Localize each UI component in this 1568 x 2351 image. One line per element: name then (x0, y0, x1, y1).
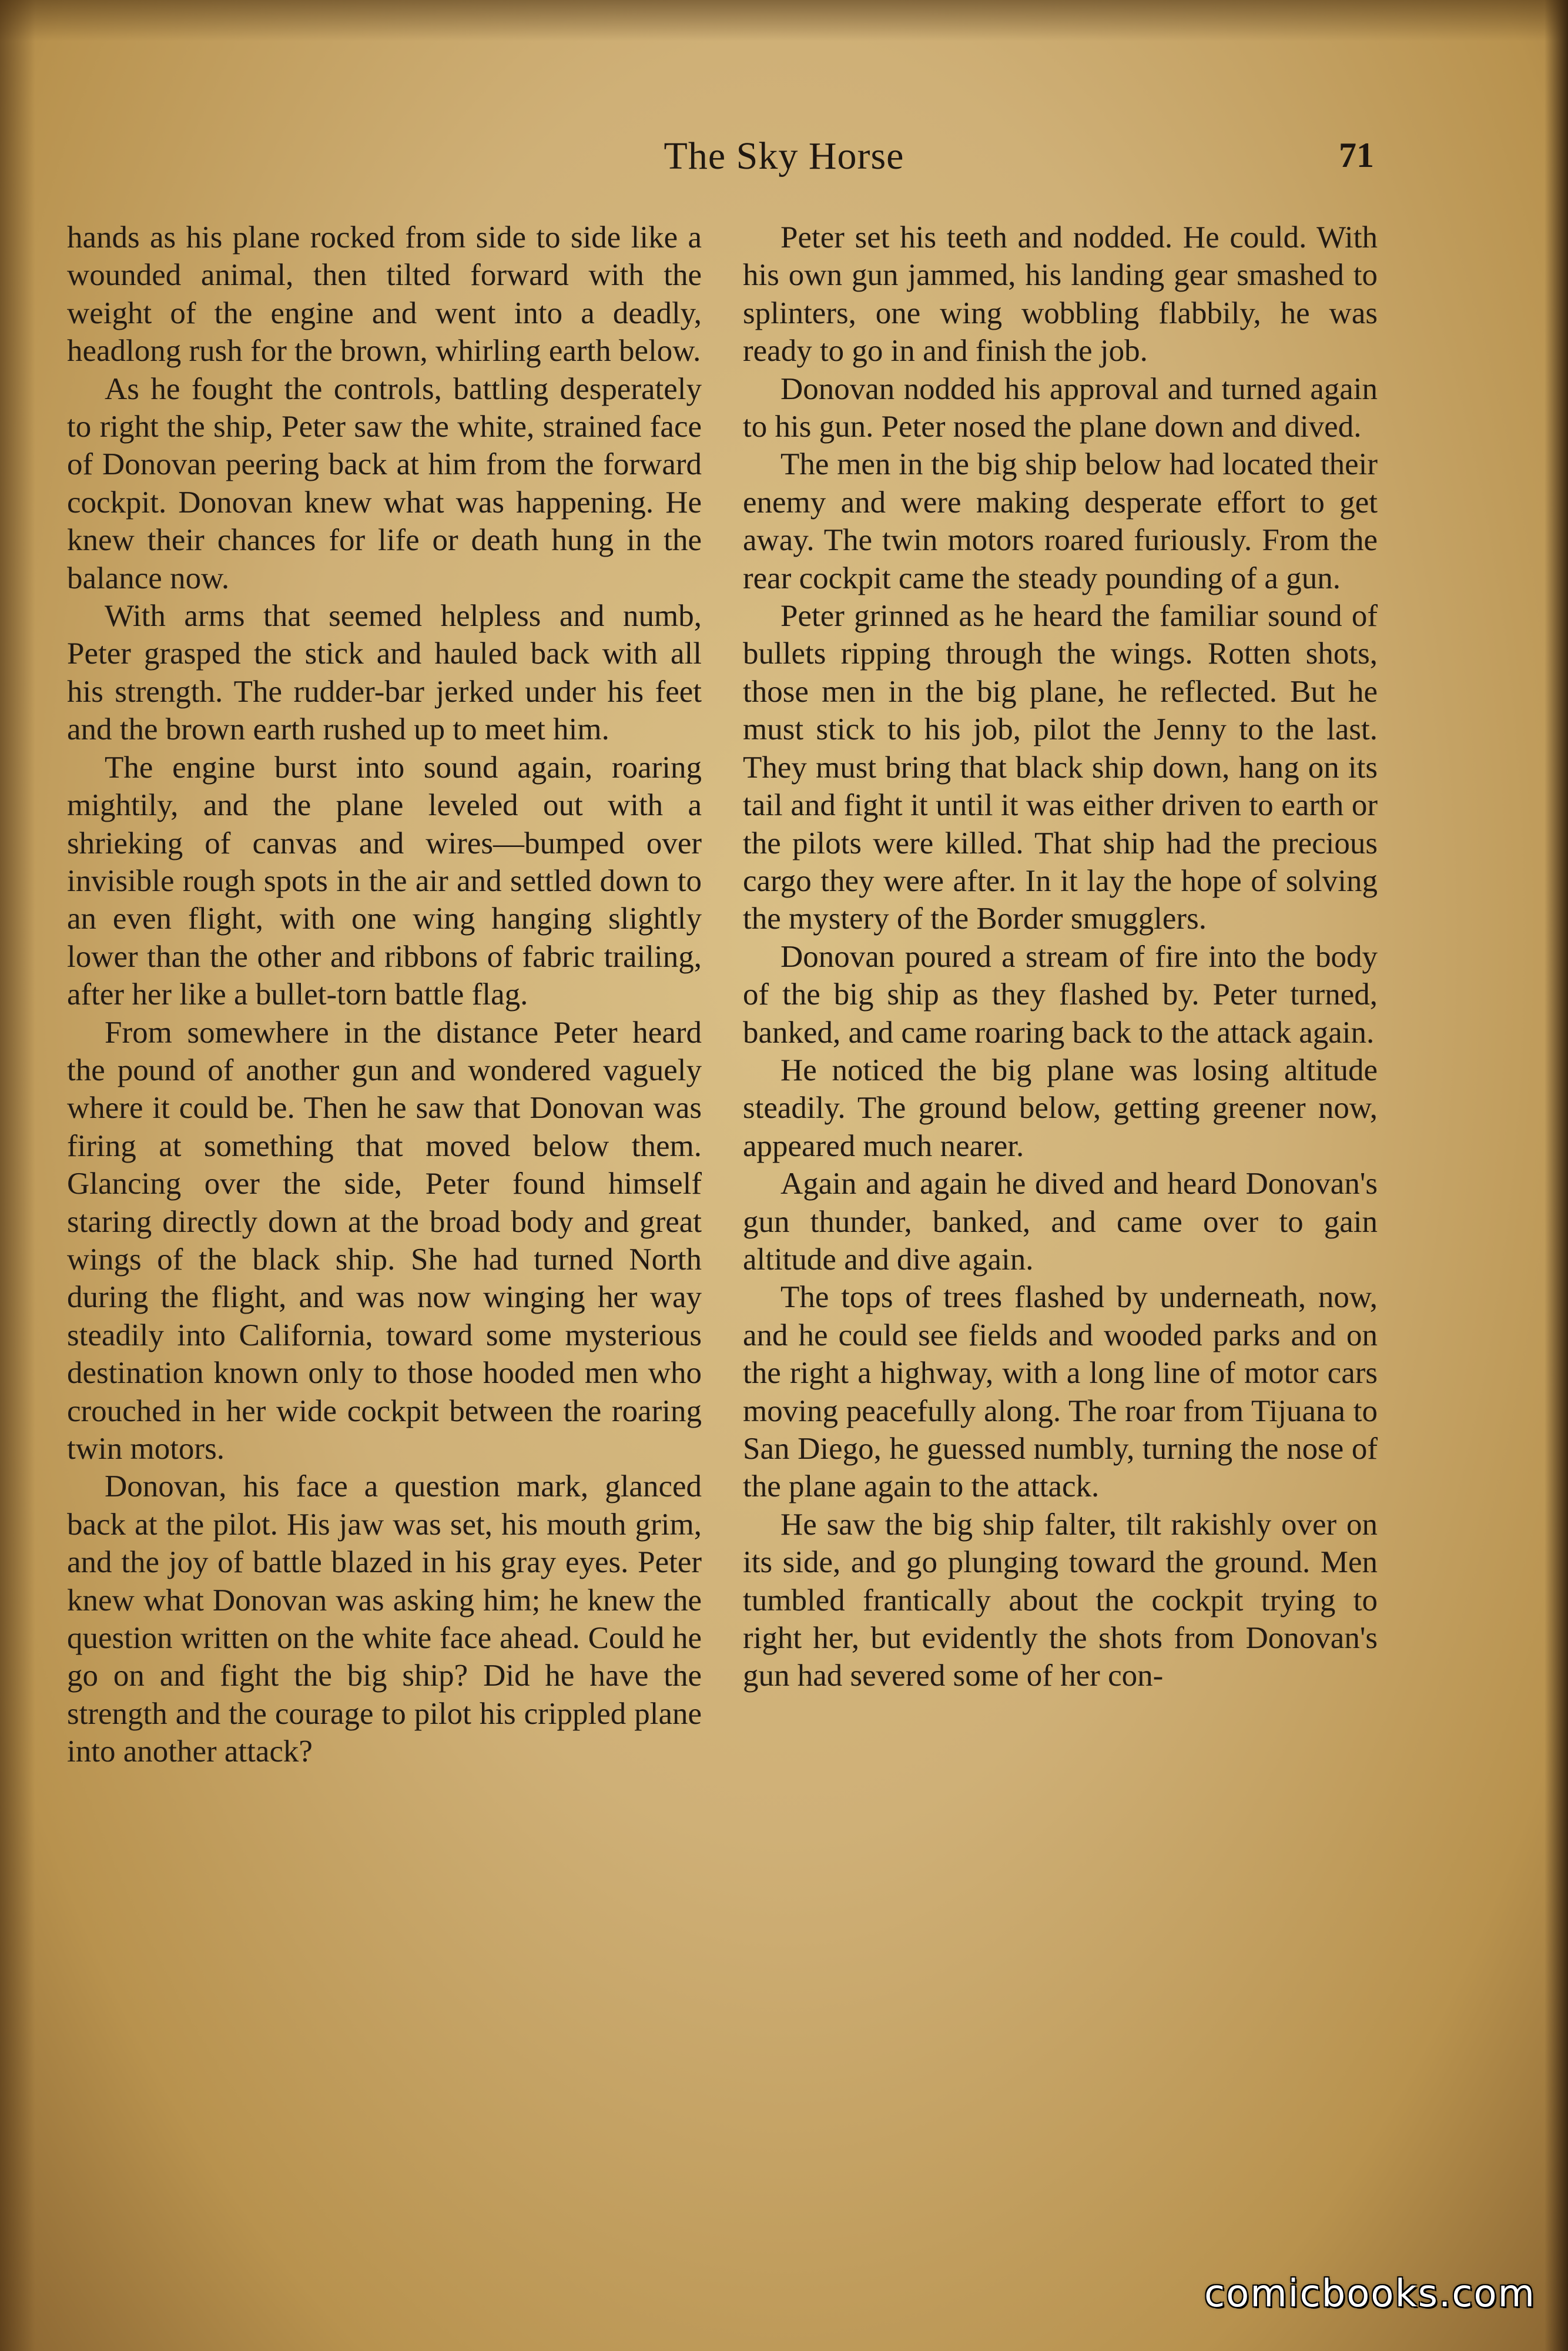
paragraph: Peter set his teeth and nodded. He could. With his own gun jammed, his landing gear smashed to splinters, one wing wobbling flabbily, he was ready to go in and finish the job. (743, 220, 1378, 369)
top-edge-shadow (0, 0, 1568, 41)
left-column (67, 219, 702, 1771)
paragraph: The men in the big ship below had located their enemy and were making desperate effort to get away. The twin motors roared furiously. From the rear cockpit came the steady pounding of a gun. (743, 447, 1378, 595)
right-column (743, 219, 1378, 1695)
paragraph: The engine burst into sound again, roaring mightily, and the plane leveled out with a shrieking of canvas and wires—bumped over invisible rough spots in the air and settled down to an even flight, with one wing hanging slightly lower than the other and ribbons of fabric trailing, after her like a bullet-torn battle flag. (67, 750, 702, 1012)
spine-shadow (0, 0, 35, 2351)
paragraph: The tops of trees flashed by underneath, now, and he could see fields and wooded parks and on the right a highway, with a long line of motor cars moving peacefully along. The roar from Tijuana to San Diego, he guessed numbly, turning the nose of the plane again to the attack. (743, 1280, 1378, 1504)
paragraph: Donovan nodded his approval and turned again to his gun. Peter nosed the plane down and dived. (743, 371, 1378, 444)
paragraph: He noticed the big plane was losing altitude steadily. The ground below, getting greener now, appeared much nearer. (743, 1053, 1378, 1163)
paragraph: Donovan poured a stream of fire into the body of the big ship as they flashed by. Peter turned, banked, and came roaring back to the attack again. (743, 939, 1378, 1050)
right-page-edge (1544, 0, 1568, 2351)
paragraph: hands as his plane rocked from side to side like a wounded animal, then tilted forward with the weight of the engine and went into a deadly, headlong rush for the brown, whirling earth below. (67, 220, 702, 369)
paragraph: Peter grinned as he heard the familiar sound of bullets ripping through the wings. Rotten shots, those men in the big plane, he reflected. But he must stick to his job, pilot the Jenny to the last. They must bring that black ship down, hang on its tail and fight it until it was either driven to earth or the pilots were killed. That ship had the precious cargo they were after. In it lay the hope of solving the mystery of the Border smugglers. (743, 599, 1378, 936)
paragraph: Donovan, his face a question mark, glanced back at the pilot. His jaw was set, his mouth grim, and the joy of battle blazed in his gray eyes. Peter knew what Donovan was asking him; he knew the question written on the white face ahead. Could he go on and fight the big ship? Did he have the strength and the courage to pilot his crippled plane into another attack? (67, 1469, 702, 1769)
paragraph: From somewhere in the distance Peter heard the pound of another gun and wondered vaguely where it could be. Then he saw that Donovan was firing at something that moved below them. Glancing over the side, Peter found himself staring directly down at the broad body and great wings of the black ship. She had turned North during the flight, and was now winging her way steadily into California, toward some mysterious destination known only to those hooded men who crouched in her wide cockpit between the roaring twin motors. (67, 1015, 702, 1466)
source-watermark: comicbooks.com (1204, 2272, 1536, 2316)
paragraph: As he fought the controls, battling desperately to right the ship, Peter saw the white, strained face of Donovan peering back at him from the forward cockpit. Donovan knew what was happening. He knew their chances for life or death hung in the balance now. (67, 371, 702, 595)
page-number: 71 (1339, 136, 1374, 175)
paragraph: With arms that seemed helpless and numb, Peter grasped the stick and hauled back with all his strength. The rudder-bar jerked under his feet and the brown earth rushed up to meet him. (67, 599, 702, 747)
paragraph: Again and again he dived and heard Donovan's gun thunder, banked, and came over to gain altitude and dive again. (743, 1167, 1378, 1277)
running-header-title: The Sky Horse (664, 135, 904, 178)
paragraph: He saw the big ship falter, tilt rakishly over on its side, and go plunging toward the ground. Men tumbled frantically about the cockpit trying to right her, but evidently the shots from Donovan's gun had severed some of her con- (743, 1507, 1378, 1693)
